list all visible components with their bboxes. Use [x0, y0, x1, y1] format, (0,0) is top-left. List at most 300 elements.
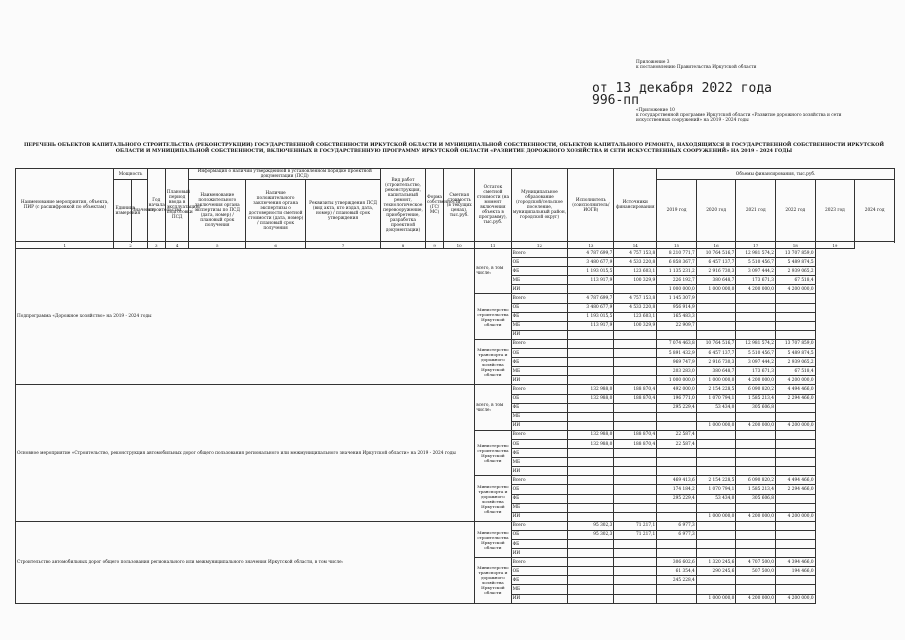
row-source: Всего — [511, 521, 568, 530]
col-number: 9 — [425, 242, 443, 249]
value-cell: 1 000 000,0 — [696, 376, 736, 385]
table-row — [16, 521, 895, 530]
value-cell: 67 518,4 — [776, 367, 816, 376]
value-cell — [696, 549, 736, 558]
table-body — [16, 249, 895, 604]
value-cell — [736, 294, 776, 303]
value-cell — [568, 339, 614, 348]
value-cell: 22 587,4 — [657, 430, 697, 439]
col-year: 2022 год — [776, 180, 816, 242]
col-number: 15 — [657, 242, 697, 249]
value-cell — [568, 458, 614, 467]
value-cell — [736, 449, 776, 458]
value-cell: 194 466,0 — [776, 567, 816, 576]
value-cell: 4 533 220,8 — [614, 303, 657, 312]
annex-resolution: к постановлению Правительства Иркутской области — [636, 65, 757, 71]
value-cell — [736, 503, 776, 512]
row-source: ФБ — [511, 358, 568, 367]
value-cell: 5 489 874,5 — [776, 349, 816, 358]
value-cell: 1 000 000,0 — [696, 594, 736, 603]
value-cell: 4 200 000,0 — [736, 594, 776, 603]
value-cell — [568, 485, 614, 494]
value-cell — [657, 467, 697, 476]
value-cell — [696, 530, 736, 539]
row-source: Всего — [511, 476, 568, 485]
value-cell: 132 988,0 — [568, 394, 614, 403]
value-cell: 4 200 000,0 — [776, 285, 816, 294]
row-executor: Министерство строительства Иркутской области — [475, 521, 511, 557]
value-cell: 492 000,0 — [657, 385, 697, 394]
value-cell: 380 648,7 — [696, 367, 736, 376]
value-cell — [696, 540, 736, 549]
value-cell — [614, 412, 657, 421]
value-cell — [736, 321, 776, 330]
row-executor: Министерство строительства Иркутской области — [475, 294, 511, 339]
value-cell: 4 200 000,0 — [736, 376, 776, 385]
value-cell — [614, 421, 657, 430]
value-cell — [614, 449, 657, 458]
value-cell — [614, 330, 657, 339]
value-cell: 132 988,0 — [568, 385, 614, 394]
value-cell: 1 320 245,6 — [696, 558, 736, 567]
row-source: Всего — [511, 430, 568, 439]
value-cell — [568, 412, 614, 421]
value-cell: 22 909,7 — [657, 321, 697, 330]
value-cell: 4 757 153,8 — [614, 294, 657, 303]
value-cell — [568, 585, 614, 594]
value-cell — [614, 376, 657, 385]
value-cell: 67 518,4 — [776, 276, 816, 285]
value-cell — [736, 458, 776, 467]
value-cell: 4 494 466,0 — [776, 476, 816, 485]
value-cell: 1 145 307,9 — [657, 294, 697, 303]
value-cell — [568, 503, 614, 512]
row-source: ФБ — [511, 449, 568, 458]
col-year: 2023 год — [815, 180, 855, 242]
value-cell: 3 480 677,9 — [568, 258, 614, 267]
value-cell — [736, 576, 776, 585]
value-cell — [776, 439, 816, 448]
value-cell: 53 434,0 — [696, 403, 736, 412]
col-year: 2019 год — [657, 180, 697, 242]
value-cell — [657, 549, 697, 558]
value-cell: 188 870,4 — [614, 394, 657, 403]
value-cell — [776, 430, 816, 439]
value-cell: 4 533 220,8 — [614, 258, 657, 267]
row-source: ОБ — [511, 530, 568, 539]
value-cell: 8 210 771,7 — [657, 249, 697, 258]
row-source: МБ — [511, 321, 568, 330]
value-cell — [657, 412, 697, 421]
value-cell: 1 193 015,5 — [568, 312, 614, 321]
value-cell — [736, 467, 776, 476]
value-cell: 2 916 730,3 — [696, 267, 736, 276]
value-cell — [736, 330, 776, 339]
value-cell: 196 771,0 — [657, 394, 697, 403]
row-source: ИИ — [511, 467, 568, 476]
value-cell: 95 302,3 — [568, 521, 614, 530]
value-cell: 53 434,0 — [696, 494, 736, 503]
value-cell: 113 917,9 — [568, 276, 614, 285]
value-cell: 6 977,3 — [657, 521, 697, 530]
col-fin-source: Источники финансирования — [614, 169, 657, 242]
row-source: Всего — [511, 249, 568, 258]
table-row — [16, 385, 895, 394]
value-cell: 71 217,1 — [614, 530, 657, 539]
value-cell — [568, 494, 614, 503]
value-cell — [614, 458, 657, 467]
col-number: 17 — [736, 242, 776, 249]
value-cell — [568, 512, 614, 521]
value-cell: 165 483,3 — [657, 312, 697, 321]
value-cell — [776, 321, 816, 330]
value-cell — [614, 403, 657, 412]
table-row — [16, 249, 895, 258]
value-cell: 305 606,8 — [736, 403, 776, 412]
value-cell: 295 229,4 — [657, 403, 697, 412]
value-cell: 132 988,0 — [568, 439, 614, 448]
value-cell: 2 154 228,5 — [696, 476, 736, 485]
col-number: 1 — [16, 242, 114, 249]
col-municipality: Муниципальное образование (городской/сельское поселение, муниципальный район, городской округ) — [511, 169, 568, 242]
value-cell — [776, 503, 816, 512]
col-start-year: Год начала строительства — [147, 169, 165, 242]
value-cell — [776, 303, 816, 312]
value-cell: 6 457 137,7 — [696, 349, 736, 358]
col-volume: Объемы финансирования, тыс.руб. — [657, 169, 895, 180]
value-cell: 6 090 820,2 — [736, 385, 776, 394]
value-cell: 1 000 000,0 — [696, 512, 736, 521]
value-cell: 4 787 699,7 — [568, 294, 614, 303]
value-cell — [657, 540, 697, 549]
value-cell: 6 457 137,7 — [696, 258, 736, 267]
value-cell — [776, 585, 816, 594]
value-cell — [568, 285, 614, 294]
value-cell — [736, 540, 776, 549]
col-year: 2020 год — [696, 180, 736, 242]
row-source: ИИ — [511, 421, 568, 430]
row-source: ФБ — [511, 576, 568, 585]
value-cell — [657, 449, 697, 458]
value-cell: 100 329,9 — [614, 321, 657, 330]
col-expert-reliability: Наличие положительного заключения органа экспертизы о достоверности сметной стоимости (дата, номер) / плановый срок получения — [246, 180, 306, 242]
annex-number: Приложение 3 — [636, 60, 670, 65]
value-cell: 2 939 065,2 — [776, 358, 816, 367]
value-cell: 1 193 015,5 — [568, 267, 614, 276]
row-source: ОБ — [511, 567, 568, 576]
value-cell — [614, 494, 657, 503]
value-cell: 2 154 228,5 — [696, 385, 736, 394]
row-source: ОБ — [511, 303, 568, 312]
value-cell — [657, 458, 697, 467]
value-cell — [614, 576, 657, 585]
value-cell: 4 200 000,0 — [776, 594, 816, 603]
value-cell — [657, 594, 697, 603]
col-number: 10 — [444, 242, 475, 249]
row-total-label: всего, в том числе: — [475, 249, 511, 294]
value-cell: 2 294 466,0 — [776, 485, 816, 494]
title-line: ОБЛАСТИ И МУНИЦИПАЛЬНОЙ СОБСТВЕННОСТИ, ВКЛЮЧЕННЫХ В ГОСУДАРСТВЕННУЮ ПРОГРАММУ ИРКУТСКОЙ ОБЛАСТИ «РАЗВИТИЕ ДОРОЖНОГО ХОЗЯЙСТВА И СЕТИ ИСКУССТВЕННЫХ СООРУЖЕНИЙ» НА 2019 - 2024 ГОДЫ — [115, 148, 793, 155]
value-cell — [568, 449, 614, 458]
value-cell: 1 585 213,4 — [736, 394, 776, 403]
value-cell: 123 603,1 — [614, 267, 657, 276]
row-source: ИИ — [511, 512, 568, 521]
value-cell: 5 510 456,7 — [736, 258, 776, 267]
row-source: МБ — [511, 503, 568, 512]
value-cell: 203 283,0 — [657, 367, 697, 376]
value-cell — [568, 421, 614, 430]
value-cell: 956 914,9 — [657, 303, 697, 312]
col-number: 3 — [147, 242, 165, 249]
value-cell — [657, 330, 697, 339]
value-cell: 173 671,3 — [736, 276, 776, 285]
value-cell: 113 917,9 — [568, 321, 614, 330]
row-source: ИИ — [511, 376, 568, 385]
value-cell — [657, 503, 697, 512]
value-cell: 188 870,4 — [614, 430, 657, 439]
row-source: МБ — [511, 412, 568, 421]
col-work-type: Вид работ (строительство, реконструкция, капитальный ремонт, технологическое перевооружение, приобретение, разработка проектной документации) — [381, 169, 426, 242]
document-title — [14, 142, 894, 154]
value-cell: 4 200 000,0 — [776, 421, 816, 430]
value-cell: 305 606,8 — [736, 494, 776, 503]
value-cell — [696, 503, 736, 512]
value-cell — [657, 512, 697, 521]
value-cell: 306 602,6 — [657, 558, 697, 567]
row-source: Всего — [511, 294, 568, 303]
value-cell: 4 200 000,0 — [776, 512, 816, 521]
value-cell: 95 302,3 — [568, 530, 614, 539]
row-executor: Министерство строительства Иркутской области — [475, 430, 511, 475]
value-cell: 100 329,9 — [614, 276, 657, 285]
value-cell — [696, 303, 736, 312]
value-cell — [614, 367, 657, 376]
value-cell — [776, 494, 816, 503]
row-source: ФБ — [511, 494, 568, 503]
row-source: ОБ — [511, 349, 568, 358]
value-cell — [568, 476, 614, 485]
value-cell — [614, 549, 657, 558]
col-remaining: Остаток сметной стоимости (на момент включения объекта в программу), тыс.руб. — [475, 169, 511, 242]
row-source: ИИ — [511, 594, 568, 603]
value-cell: 188 870,4 — [614, 385, 657, 394]
value-cell: 290 245,6 — [696, 567, 736, 576]
value-cell — [696, 521, 736, 530]
annex-reference — [636, 60, 891, 70]
value-cell — [568, 576, 614, 585]
col-number: 8 — [381, 242, 426, 249]
value-cell — [776, 412, 816, 421]
value-cell — [614, 594, 657, 603]
col-estimate: Сметная стоимость (в текущих ценах), тыс.руб. — [444, 169, 475, 242]
value-cell: 4 757 153,8 — [614, 249, 657, 258]
value-cell — [614, 349, 657, 358]
col-number: 18 — [776, 242, 816, 249]
appendix-note — [636, 108, 891, 124]
value-cell: 6 977,3 — [657, 530, 697, 539]
value-cell: 10 764 516,7 — [696, 249, 736, 258]
value-cell — [776, 521, 816, 530]
value-cell — [776, 530, 816, 539]
value-cell — [696, 458, 736, 467]
row-name: Строительство автомобильных дорог общего пользования регионального или межмуниципального значения Иркутской области, в том числе: — [16, 521, 475, 603]
value-cell — [696, 439, 736, 448]
value-cell: 1 000 000,0 — [696, 285, 736, 294]
row-source: Всего — [511, 339, 568, 348]
col-number: 5 — [189, 242, 246, 249]
col-name: Наименование мероприятия, объекта, ПИР (с расшифровкой по объектам) — [16, 169, 114, 242]
value-cell: 1 000 000,0 — [696, 421, 736, 430]
value-cell: 380 648,7 — [696, 276, 736, 285]
value-cell: 1 585 213,4 — [736, 485, 776, 494]
row-source: ИИ — [511, 549, 568, 558]
value-cell: 3 097 444,2 — [736, 358, 776, 367]
value-cell — [696, 585, 736, 594]
value-cell: 4 200 000,0 — [776, 376, 816, 385]
col-number: 13 — [568, 242, 614, 249]
value-cell: 173 671,3 — [736, 367, 776, 376]
value-cell: 12 981 574,2 — [736, 339, 776, 348]
value-cell: 1 135 231,2 — [657, 267, 697, 276]
value-cell: 188 870,4 — [614, 439, 657, 448]
value-cell — [568, 376, 614, 385]
row-source: МБ — [511, 276, 568, 285]
value-cell — [696, 412, 736, 421]
col-number: 11 — [475, 242, 511, 249]
col-number: 14 — [614, 242, 657, 249]
value-cell: 12 981 574,2 — [736, 249, 776, 258]
value-cell: 2 916 730,3 — [696, 358, 736, 367]
value-cell — [614, 467, 657, 476]
stamp-number: 996-пп — [592, 93, 639, 108]
value-cell: 4 707 500,0 — [736, 558, 776, 567]
value-cell: 295 229,4 — [657, 494, 697, 503]
col-number: 12 — [511, 242, 568, 249]
value-cell — [614, 476, 657, 485]
col-number: 6 — [246, 242, 306, 249]
value-cell: 226 192,7 — [657, 276, 697, 285]
col-value: Значение — [131, 180, 147, 242]
value-cell — [736, 530, 776, 539]
column-numbers-row — [16, 242, 895, 249]
value-cell: 4 394 466,0 — [776, 558, 816, 567]
col-number: 4 — [165, 242, 189, 249]
value-cell — [614, 585, 657, 594]
value-cell — [568, 540, 614, 549]
value-cell: 132 988,0 — [568, 430, 614, 439]
objects-table — [15, 168, 895, 604]
value-cell — [568, 594, 614, 603]
value-cell: 507 500,0 — [736, 567, 776, 576]
value-cell — [568, 330, 614, 339]
value-cell: 1 070 794,1 — [696, 394, 736, 403]
value-cell: 969 747,9 — [657, 358, 697, 367]
row-source: МБ — [511, 367, 568, 376]
value-cell — [568, 558, 614, 567]
value-cell — [696, 449, 736, 458]
row-source: ФБ — [511, 403, 568, 412]
value-cell — [776, 540, 816, 549]
value-cell: 3 097 444,2 — [736, 267, 776, 276]
row-source: ФБ — [511, 312, 568, 321]
col-unit: Единица измерения — [114, 180, 131, 242]
value-cell — [696, 294, 736, 303]
col-approve-doc: Реквизиты утверждения ПСД (вид акта, кто издал, дата, номер) / плановый срок утверждения — [306, 180, 381, 242]
value-cell — [696, 312, 736, 321]
appendix-line: «Приложение 10 — [636, 108, 675, 113]
value-cell — [614, 540, 657, 549]
value-cell — [614, 512, 657, 521]
value-cell — [657, 421, 697, 430]
value-cell — [614, 358, 657, 367]
value-cell — [568, 358, 614, 367]
value-cell: 4 200 000,0 — [736, 285, 776, 294]
row-name: Основное мероприятие «Строительство, реконструкция автомобильных дорог общего пользования регионального или межмуниципального значения Иркутской области» на 2019 - 2024 годы — [16, 385, 475, 521]
col-ownership: Форма собственности (ГС/МС) — [425, 169, 443, 242]
appendix-line: к государственной программе Иркутской области «Развитие дорожного хозяйства и сети — [636, 113, 842, 119]
value-cell: 22 587,4 — [657, 439, 697, 448]
value-cell: 4 200 000,0 — [736, 512, 776, 521]
col-number: 7 — [306, 242, 381, 249]
col-capacity: Мощность — [114, 169, 147, 180]
col-doc-info: Информация о наличии утвержденной в установленном порядке проектной документации (ПСД) — [189, 169, 381, 180]
value-cell — [736, 439, 776, 448]
value-cell — [776, 576, 816, 585]
row-source: ФБ — [511, 540, 568, 549]
value-cell — [776, 449, 816, 458]
value-cell — [568, 549, 614, 558]
value-cell — [696, 430, 736, 439]
row-source: ФБ — [511, 267, 568, 276]
value-cell — [696, 467, 736, 476]
value-cell — [696, 576, 736, 585]
value-cell — [696, 330, 736, 339]
value-cell — [568, 467, 614, 476]
value-cell: 4 200 000,0 — [736, 421, 776, 430]
value-cell — [568, 567, 614, 576]
value-cell — [614, 503, 657, 512]
appendix-line: искусственных сооружений» на 2019 - 2024 годы — [636, 118, 749, 124]
value-cell — [776, 312, 816, 321]
title-line: ПЕРЕЧЕНЬ ОБЪЕКТОВ КАПИТАЛЬНОГО СТРОИТЕЛЬСТВА (РЕКОНСТРУКЦИИ) ГОСУДАРСТВЕННОЙ СОБСТВЕННОСТИ ИРКУТСКОЙ ОБЛАСТИ И МУНИЦИПАЛЬНОЙ СОБСТВЕННОСТИ, ОБЪЕКТОВ КАПИТАЛЬНОГО РЕМОНТА, НАХОДЯЩИХСЯ В ГОСУДАРСТВЕННОЙ СОБСТВЕННОСТИ ИРКУТСКОЙ — [24, 142, 884, 148]
value-cell: 1 000 000,0 — [657, 376, 697, 385]
col-number: 19 — [815, 242, 855, 249]
row-source: ОБ — [511, 439, 568, 448]
value-cell — [568, 367, 614, 376]
row-source: Всего — [511, 385, 568, 394]
value-cell — [736, 412, 776, 421]
value-cell — [776, 330, 816, 339]
value-cell: 3 480 677,9 — [568, 303, 614, 312]
col-year: 2024 год — [855, 180, 895, 242]
row-source: ОБ — [511, 485, 568, 494]
value-cell: 71 217,1 — [614, 521, 657, 530]
value-cell: 7 074 463,8 — [657, 339, 697, 348]
value-cell: 4 494 466,0 — [776, 385, 816, 394]
col-number: 16 — [696, 242, 736, 249]
value-cell: 1 070 794,1 — [696, 485, 736, 494]
value-cell: 2 294 466,0 — [776, 394, 816, 403]
value-cell — [696, 321, 736, 330]
value-cell — [736, 312, 776, 321]
value-cell: 1 000 000,0 — [657, 285, 697, 294]
col-doc-period: Плановый период ввода в эксплуатацию/ подготовки ПСД — [165, 169, 189, 242]
row-source: ИИ — [511, 285, 568, 294]
value-cell — [614, 339, 657, 348]
value-cell — [736, 303, 776, 312]
row-source: МБ — [511, 458, 568, 467]
col-number: 2 — [114, 242, 147, 249]
